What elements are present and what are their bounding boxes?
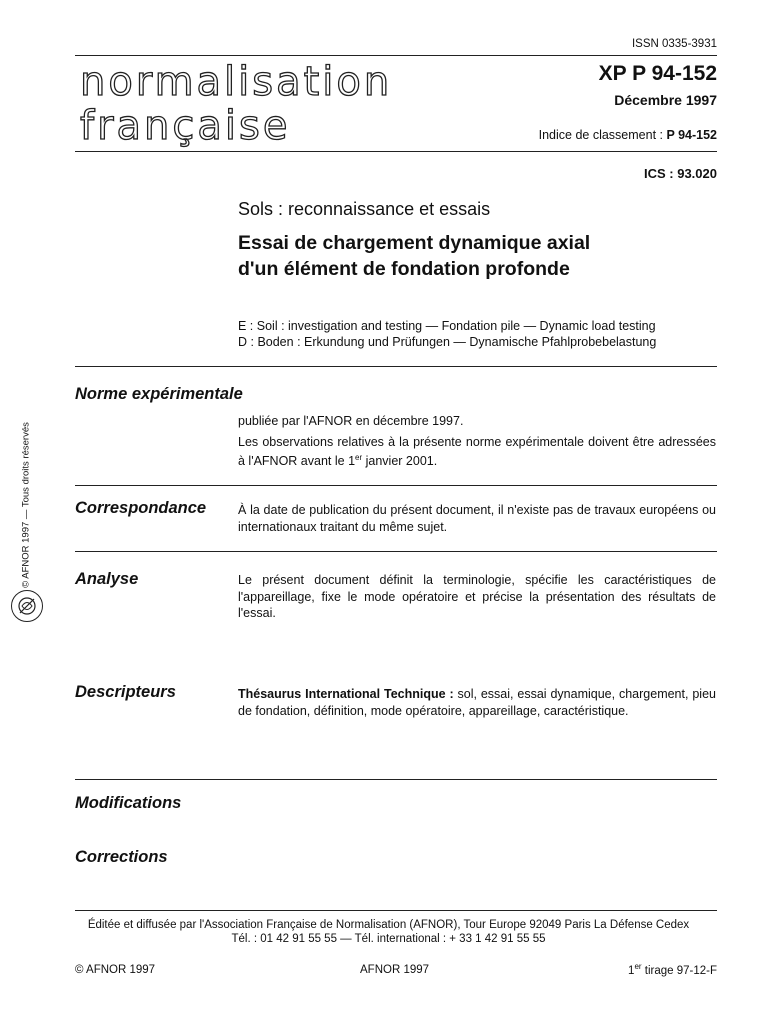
section-body-correspondance: À la date de publication du présent document, il n'existe pas de travaux européens ou internationaux traitant du même sujet. [238,503,716,534]
translation-de: D : Boden : Erkundung und Prüfungen — Dynamische Pfahlprobebelastung [238,335,657,349]
publisher-line-2: Tél. : 01 42 91 55 55 — Tél. international : + 33 1 42 91 55 55 [231,933,546,945]
footer-copyright: © AFNOR 1997 [75,964,156,976]
document-title [238,230,718,282]
header-rule [75,151,717,152]
title-line-1: Essai de chargement dynamique axial [238,232,591,254]
rule-2 [75,485,717,486]
section-label-correspondance: Correspondance [75,499,207,517]
standard-reference: XP P 94-152 [598,62,717,85]
indice-value: P 94-152 [666,128,717,142]
section-label-descripteurs: Descripteurs [75,683,176,701]
title-line-2: d'un élément de fondation profonde [238,258,570,280]
publisher-line-1: Éditée et diffusée par l'Association Française de Normalisation (AFNOR), Tour Europe 92049 Paris La Défense Cedex [87,919,690,931]
brand-line2: française [80,103,291,149]
rule-4 [75,779,717,780]
section-label-modifications: Modifications [75,794,182,812]
section-body-analyse: Le présent document définit la terminologie, spécifie les caractéristiques de l'appareillage, fixe le mode opératoire et précise la présentation des résultats de l'essai. [238,573,716,620]
document-subtitle: Sols : reconnaissance et essais [238,199,491,219]
tirage-sup: er [634,962,642,971]
section-label-analyse: Analyse [75,570,139,588]
indice-label: Indice de classement : [538,128,663,142]
tirage-number: 1 [628,964,635,977]
rule-1 [75,366,717,367]
norme-p2-sup: er [355,453,363,462]
rule-3 [75,551,717,552]
section-body-descripteurs [238,686,716,719]
footer-center: AFNOR 1997 [360,964,430,976]
side-copyright: © AFNOR 1997 — Tous droits réservés [20,422,32,588]
section-label-norme: Norme expérimentale [75,385,243,403]
norme-p2-end: janvier 2001. [362,454,438,469]
section-body-norme [238,413,716,474]
ics-code: ICS : 93.020 [644,166,717,181]
issn: ISSN 0335-3931 [631,38,717,50]
translation-en: E : Soil : investigation and testing — Fondation pile — Dynamic load testing [238,319,656,333]
norme-paragraph-1: publiée par l'AFNOR en décembre 1997. [238,414,464,428]
footer-rule [75,910,717,911]
section-label-corrections: Corrections [75,848,168,866]
descripteurs-text: sol, essai, essai dynamique, chargement, pieu de fondation, définition, mode opératoire, appareillage, caractéristique. [238,687,716,718]
norme-paragraph-2 [238,434,716,470]
footer-tirage [560,962,717,977]
brand-line1: normalisation [80,59,393,105]
top-rule [75,55,717,56]
afnor-seal-icon [11,590,43,622]
norme-p2-text: Les observations relatives à la présente norme expérimentale doivent être adressées à l'AFNOR avant le 1 [238,434,716,469]
translations [238,318,718,350]
publisher-info [60,918,717,946]
publication-date: Décembre 1997 [614,92,717,108]
indice-classement [420,128,717,142]
descripteurs-thesaurus: Thésaurus International Technique : [238,687,454,701]
tirage-text: tirage 97-12-F [641,964,717,977]
